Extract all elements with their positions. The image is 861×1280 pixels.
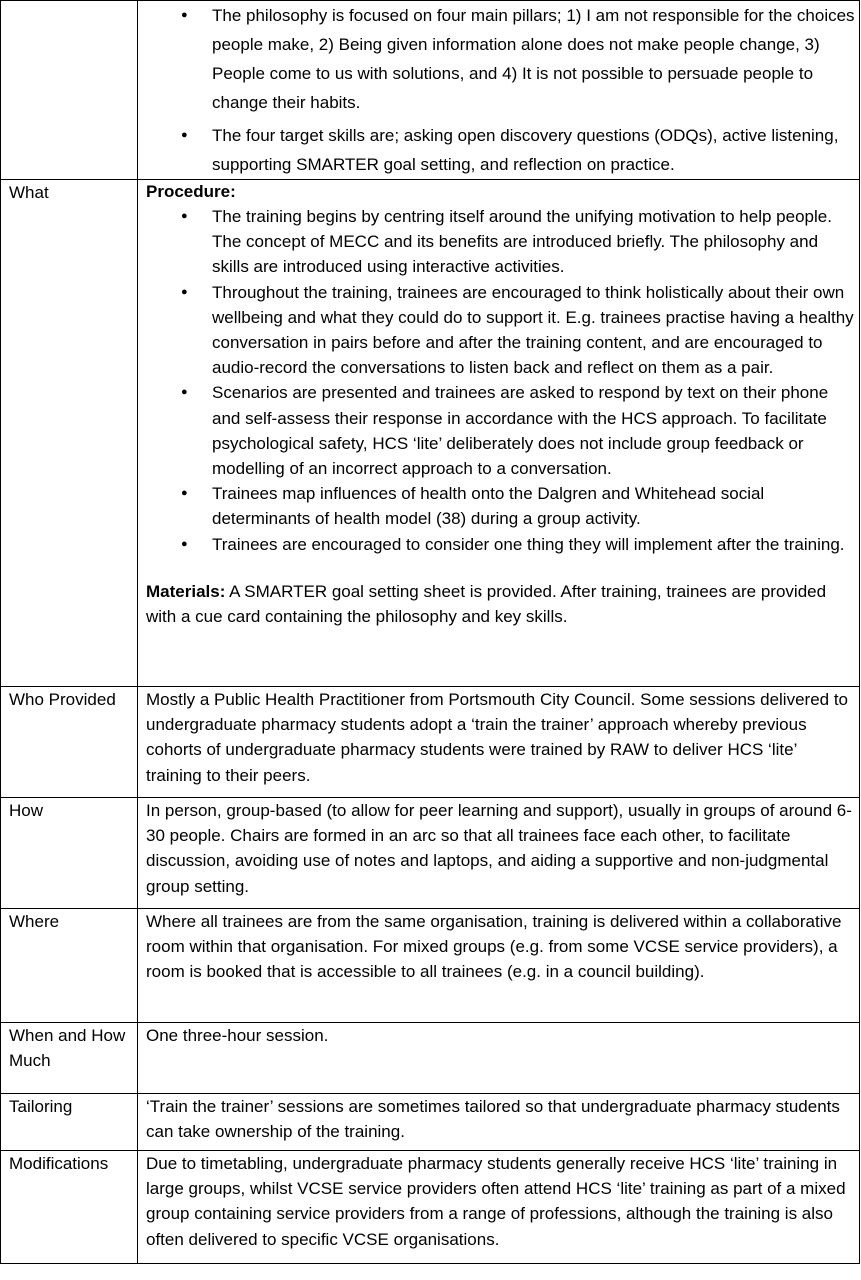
procedure-list <box>146 204 855 557</box>
list-item: ● Scenarios are presented and trainees are asked to respond by text on their phone and self-assess their response in accordance with the HCS approach. To facilitate psychological safety, HCS ‘lite’ deliberately does not include group feedback or modelling of an incorrect approach to a conversation. <box>146 380 855 481</box>
row-label-how: How <box>1 798 138 909</box>
table-row <box>1 909 860 1023</box>
list-item: ● The four target skills are; asking open discovery questions (ODQs), active listening, supporting SMARTER goal setting, and reflection on practice. <box>146 121 855 179</box>
who-provided-cell: Mostly a Public Health Practitioner from Portsmouth City Council. Some sessions delivered to undergraduate pharmacy students adopt a ‘train the trainer’ approach whereby previous cohorts of undergraduate pharmacy students were trained by RAW to deliver HCS ‘lite’ training to their peers. <box>138 687 860 798</box>
where-cell: Where all trainees are from the same organisation, training is delivered within a collaborative room within that organisation. For mixed groups (e.g. from some VCSE service providers), a room is booked that is accessible to all trainees (e.g. in a council building). <box>138 909 860 1023</box>
table-row <box>1 1 860 180</box>
list-item: ● The training begins by centring itself around the unifying motivation to help people. The concept of MECC and its benefits are introduced briefly. The philosophy and skills are introduced using interactive activities. <box>146 204 855 280</box>
row-label-empty <box>1 1 138 180</box>
row-label-when-and-how-much: When and How Much <box>1 1023 138 1094</box>
tailoring-cell: ‘Train the trainer’ sessions are sometimes tailored so that undergraduate pharmacy students can take ownership of the training. <box>138 1094 860 1151</box>
list-item: ● Trainees map influences of health onto the Dalgren and Whitehead social determinants of health model (38) during a group activity. <box>146 481 855 531</box>
materials-text: A SMARTER goal setting sheet is provided. After training, trainees are provided with a cue card containing the philosophy and key skills. <box>146 581 827 627</box>
when-cell: One three-hour session. <box>138 1023 860 1094</box>
list-item: ● The philosophy is focused on four main pillars; 1) I am not responsible for the choices people make, 2) Being given information alone does not make people change, 3) People come to us with solutions, and 4) It is not possible to persuade people to change their habits. <box>146 1 855 117</box>
philosophy-cell <box>138 1 860 180</box>
how-cell: In person, group-based (to allow for peer learning and support), usually in groups of around 6-30 people. Chairs are formed in an arc so that all trainees face each other, to facilitate discussion, avoiding use of notes and laptops, and aiding a supportive and non-judgmental group setting. <box>138 798 860 909</box>
row-label-what: What <box>1 180 138 687</box>
table-row <box>1 798 860 909</box>
row-label-where: Where <box>1 909 138 1023</box>
table-row <box>1 1023 860 1094</box>
philosophy-list <box>146 1 855 179</box>
row-label-tailoring: Tailoring <box>1 1094 138 1151</box>
modifications-cell: Due to timetabling, undergraduate pharmacy students generally receive HCS ‘lite’ training in large groups, whilst VCSE service providers often attend HCS ‘lite’ training as part of a mixed group containing service providers from a range of professions, although the training is also often delivered to specific VCSE organisations. <box>138 1151 860 1264</box>
table-row <box>1 1151 860 1264</box>
row-label-who-provided: Who Provided <box>1 687 138 798</box>
list-item: ● Throughout the training, trainees are encouraged to think holistically about their own wellbeing and what they could do to support it. E.g. trainees practise having a healthy conversation in pairs before and after the training content, and are encouraged to audio-record the conversations to listen back and reflect on them as a pair. <box>146 280 855 381</box>
procedure-heading: Procedure: <box>146 182 236 201</box>
list-item: ● Trainees are encouraged to consider one thing they will implement after the training. <box>146 532 855 557</box>
materials-heading: Materials: <box>146 581 226 601</box>
table-row <box>1 687 860 798</box>
table-row <box>1 1094 860 1151</box>
table-row <box>1 180 860 687</box>
materials-paragraph <box>146 579 855 629</box>
row-label-modifications: Modifications <box>1 1151 138 1264</box>
what-cell <box>138 180 860 687</box>
